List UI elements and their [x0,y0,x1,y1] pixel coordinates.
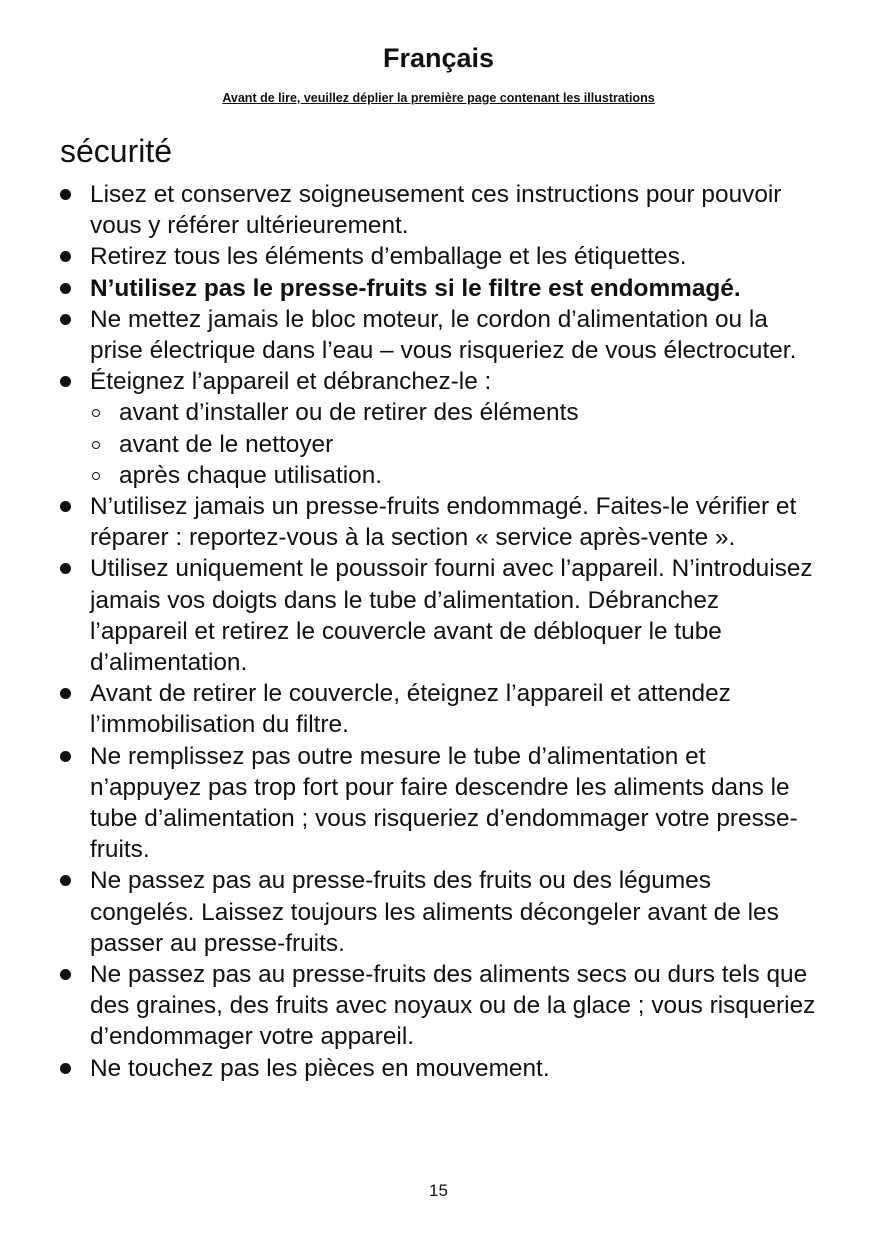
list-item [60,241,820,272]
list-item-text: Ne passez pas au presse-fruits des aliments secs ou durs tels que des graines, des fruits avec noyaux ou de la glace ; vous risqueriez d’endommager votre appareil. [90,961,816,1051]
list-item-text: Éteignez l’appareil et débranchez-le : [90,368,492,396]
list-item [60,553,820,678]
list-item-text: Ne mettez jamais le bloc moteur, le cordon d’alimentation ou la prise électrique dans l’eau – vous risqueriez de vous électrocuter. [90,305,797,365]
list-item-text: Lisez et conservez soigneusement ces instructions pour pouvoir vous y référer ultérieurement. [90,181,782,240]
sub-list-item-text: avant de le nettoyer [119,430,334,458]
sub-list [90,397,820,491]
circle-bullet-icon [92,441,100,449]
list-item-warning [60,273,820,304]
bullet-icon [60,688,71,699]
list-item [60,304,820,366]
circle-bullet-icon [92,472,100,480]
list-item [60,366,820,491]
list-item-text: N’utilisez jamais un presse-fruits endommagé. Faites-le vérifier et réparer : reportez-vous à la section « service après-vente ». [90,493,797,552]
list-item [60,1053,820,1084]
page-number: 15 [429,1181,448,1200]
list-item [60,491,820,553]
list-item-text: Ne remplissez pas outre mesure le tube d’alimentation et n’appuyez pas trop fort pour faire descendre les aliments dans le tube d’alimentation ; vous risqueriez d’endommager votre presse-fruits. [90,742,798,864]
list-item [60,741,820,866]
page-subtitle: Avant de lire, veuillez déplier la première page contenant les illustrations [222,91,655,105]
list-item-text: Ne touchez pas les pièces en mouvement. [90,1054,550,1082]
list-item [60,959,820,1053]
bullet-icon [60,1063,71,1074]
page-title: Français [382,43,495,73]
sub-list-item [90,429,820,460]
list-item-text: Avant de retirer le couvercle, éteignez l’appareil et attendez l’immobilisation du filtre. [90,680,731,739]
sub-list-item [90,397,820,428]
list-item-text: Retirez tous les éléments d’emballage et les étiquettes. [90,243,687,271]
bullet-icon [60,875,71,886]
sub-list-item [90,460,820,491]
bullet-icon [60,376,71,387]
bullet-icon [60,563,71,574]
list-item [60,865,820,959]
list-item-text: Ne passez pas au presse-fruits des fruits ou des légumes congelés. Laissez toujours les aliments décongeler avant de les passer au presse-fruits. [90,867,779,957]
bullet-icon [60,751,71,762]
bullet-icon [60,283,71,294]
bullet-icon [60,314,71,325]
list-item [60,179,820,241]
circle-bullet-icon [92,409,100,417]
list-item-text: Utilisez uniquement le poussoir fourni avec l’appareil. N’introduisez jamais vos doigts dans le tube d’alimentation. Débranchez l’appareil et retirez le couvercle avant de débloquer le tube d’alimentation. [90,555,813,677]
list-item-text: N’utilisez pas le presse-fruits si le filtre est endommagé. [90,274,741,302]
bullet-icon [60,501,71,512]
bullet-icon [60,251,71,262]
section-title: sécurité [60,133,173,169]
list-item [60,678,820,740]
sub-list-item-text: après chaque utilisation. [119,461,383,489]
sub-list-item-text: avant d’installer ou de retirer des éléments [119,399,579,427]
bullet-icon [60,189,71,200]
safety-list [60,179,820,1084]
bullet-icon [60,969,71,980]
